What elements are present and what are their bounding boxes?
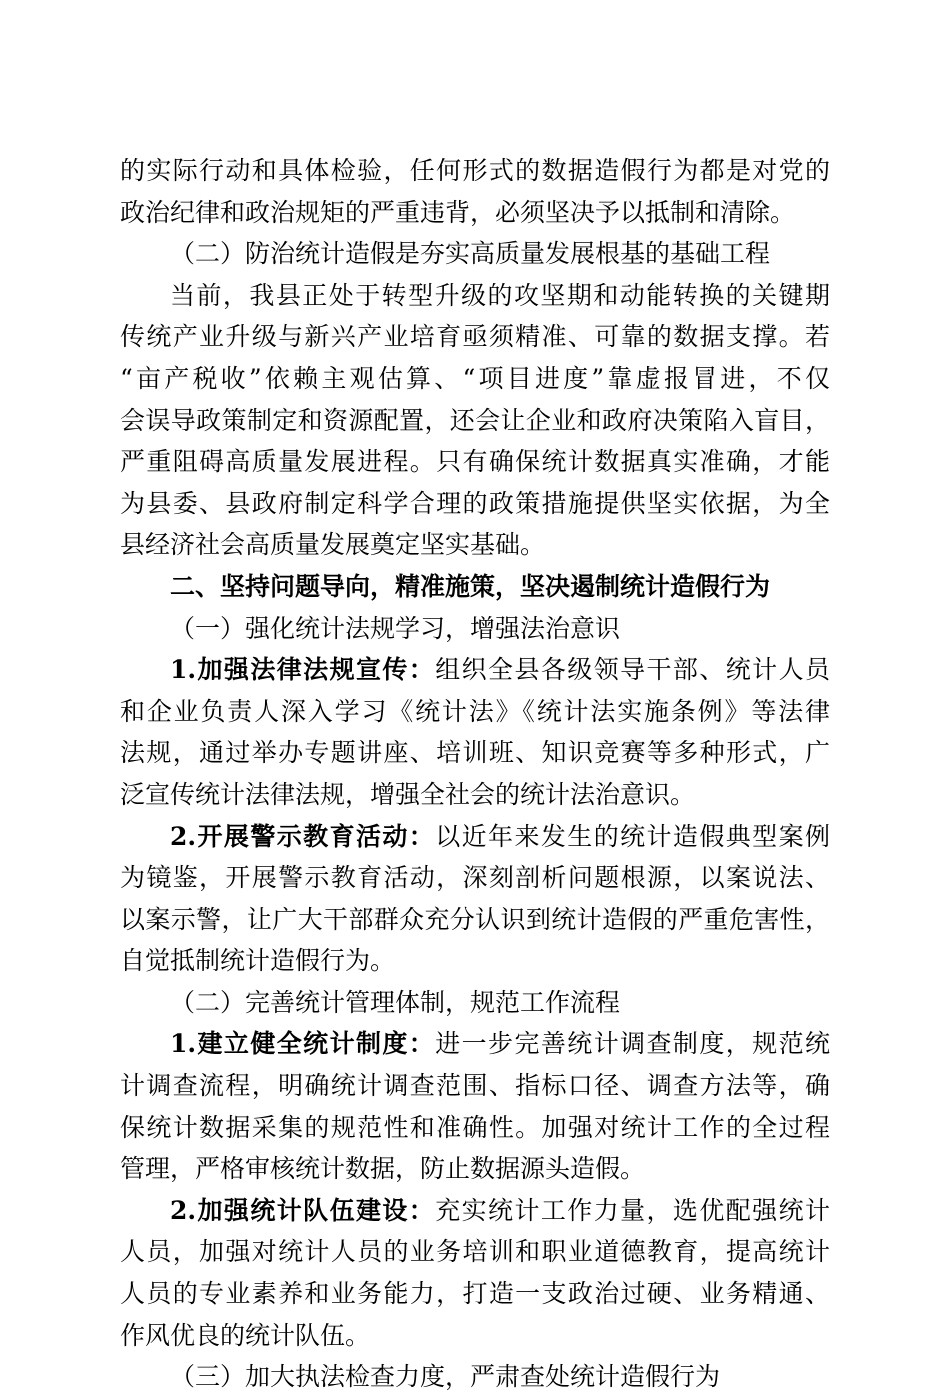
item-lead: 2.加强统计队伍建设： [170,1195,436,1225]
line-text: 保统计数据采集的规范性和准确性。加强对统计工作的全过程 [120,1112,830,1142]
line-text: 计调查流程，明确统计调查范围、指标口径、调查方法等，确 [120,1071,830,1101]
line-text: 为镜鉴，开展警示教育活动，深刻剖析问题根源，以案说法、 [120,863,830,893]
paragraph-line [120,857,830,899]
paragraph-line [120,1315,830,1357]
subheading [120,982,830,1024]
paragraph-line [120,150,830,192]
subheading-text: （一）强化统计法规学习，增强法治意识 [170,613,621,643]
document-body [120,150,830,1398]
paragraph-line [120,649,830,691]
paragraph-line [120,691,830,733]
item-lead: 2.开展警示教育活动： [170,821,436,851]
paragraph-line [120,1273,830,1315]
paragraph-line [120,940,830,982]
subheading [120,1356,830,1398]
subheading-text: （二）防治统计造假是夯实高质量发展根基的基础工程 [170,239,771,269]
line-text: 管理，严格审核统计数据，防止数据源头造假。 [120,1154,646,1184]
paragraph-line [120,732,830,774]
paragraph-line [120,400,830,442]
paragraph-line [120,816,830,858]
line-text: 人员，加强对统计人员的业务培训和职业道德教育，提高统计 [120,1237,830,1267]
paragraph-line [120,441,830,483]
paragraph-line [120,1023,830,1065]
line-text: 当前，我县正处于转型升级的攻坚期和动能转换的关键期 [170,280,830,310]
paragraph-line [120,192,830,234]
line-text: 充实统计工作力量，选优配强统计 [435,1195,830,1225]
line-text: 作风优良的统计队伍。 [120,1320,371,1350]
paragraph-line [120,275,830,317]
paragraph-line [120,524,830,566]
subheading-text: （二）完善统计管理体制，规范工作流程 [170,987,621,1017]
paragraph-line [120,774,830,816]
line-text: 自觉抵制统计造假行为。 [120,946,396,976]
paragraph-line [120,1107,830,1149]
paragraph-line [120,358,830,400]
line-text: 为县委、县政府制定科学合理的政策措施提供坚实依据，为全 [120,488,830,518]
paragraph-line [120,1148,830,1190]
line-text: 以案示警，让广大干部群众充分认识到统计造假的严重危害性， [120,904,830,934]
line-text: 县经济社会高质量发展奠定坚实基础。 [120,530,546,560]
paragraph-line [120,483,830,525]
paragraph-line [120,1065,830,1107]
line-text: 和企业负责人深入学习《统计法》《统计法实施条例》等法律 [120,696,830,726]
line-text: 进一步完善统计调查制度，规范统 [435,1029,830,1059]
line-text: 人员的专业素养和业务能力，打造一支政治过硬、业务精通、 [120,1279,830,1309]
paragraph-line [120,1231,830,1273]
line-text: 会误导政策制定和资源配置，还会让企业和政府决策陷入盲目， [120,405,830,435]
line-text: 组织全县各级领导干部、统计人员 [435,655,830,685]
paragraph-line [120,899,830,941]
subheading [120,608,830,650]
subheading-text: （三）加大执法检查力度，严肃查处统计造假行为 [170,1362,721,1392]
line-text: 传统产业升级与新兴产业培育亟须精准、可靠的数据支撑。若 [120,322,830,352]
item-lead: 1.加强法律法规宣传： [170,655,436,685]
line-text: 以近年来发生的统计造假典型案例 [435,821,830,851]
line-text: 政治纪律和政治规矩的严重违背，必须坚决予以抵制和清除。 [120,197,796,227]
line-text: 的实际行动和具体检验，任何形式的数据造假行为都是对党的 [120,156,830,185]
line-text: 严重阻碍高质量发展进程。只有确保统计数据真实准确，才能 [120,447,830,477]
item-lead: 1.建立健全统计制度： [170,1029,436,1059]
section-heading-text: 二、坚持问题导向，精准施策，坚决遏制统计造假行为 [170,571,771,601]
line-text: “亩产税收”依赖主观估算、“项目进度”靠虚报冒进，不仅 [120,363,830,393]
line-text: 法规，通过举办专题讲座、培训班、知识竞赛等多种形式，广 [120,738,830,768]
section-heading [120,566,830,608]
paragraph-line [120,316,830,358]
line-text: 泛宣传统计法律法规，增强全社会的统计法治意识。 [120,779,696,809]
subheading [120,233,830,275]
paragraph-line [120,1190,830,1232]
